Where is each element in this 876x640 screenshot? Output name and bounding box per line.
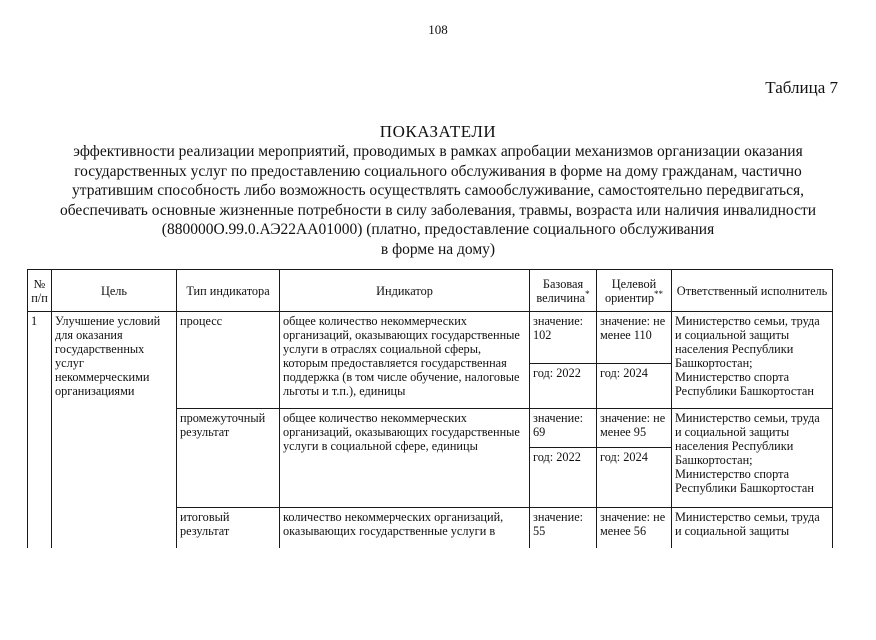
base-year-cell: год: 2022 xyxy=(530,448,597,508)
target-value-cell: значение: не менее 95 xyxy=(597,409,672,448)
header-type: Тип индикатора xyxy=(177,270,280,312)
table-label: Таблица 7 xyxy=(765,78,838,97)
base-value-cell: значение: 55 xyxy=(530,508,597,549)
header-base xyxy=(530,270,597,312)
base-value-cell: значение: 69 xyxy=(530,409,597,448)
target-year-cell: год: 2024 xyxy=(597,448,672,508)
header-base-mark: * xyxy=(585,288,590,299)
heading-line-4: обеспечивать основные жизненные потребности в силу заболевания, травмы, возраста или наличия инвалидности xyxy=(59,201,817,219)
row-number-cell: 1 xyxy=(28,312,52,549)
heading-line-5: (880000О.99.0.АЭ22АА01000) (платно, предоставление социального обслуживания xyxy=(161,221,715,238)
goal-cell: Улучшение условий для оказания государственных услуг некоммерческими организациями xyxy=(52,312,177,549)
header-target-mark: ** xyxy=(654,288,664,299)
header-executor: Ответственный исполнитель xyxy=(672,270,833,312)
executor-cell: Министерство семьи, труда и социальной защиты населения Республики Башкортостан; Министерство спорта Республики Башкортостан xyxy=(672,409,833,508)
heading-line-2: государственных услуг по предоставлению социального обслуживания в форме на дому гражданам, частично xyxy=(74,162,802,180)
page-number: 108 xyxy=(428,22,448,37)
target-value-cell: значение: не менее 110 xyxy=(597,312,672,364)
table-row xyxy=(28,312,833,364)
indicators-table xyxy=(27,269,833,548)
heading-title: ПОКАЗАТЕЛИ xyxy=(379,122,497,141)
header-indicator: Индикатор xyxy=(280,270,530,312)
base-year-cell: год: 2022 xyxy=(530,364,597,409)
indicator-type-cell: итоговый результат xyxy=(177,508,280,549)
header-num: № п/п xyxy=(28,270,52,312)
executor-cell: Министерство семьи, труда и социальной защиты xyxy=(672,508,833,549)
executor-cell: Министерство семьи, труда и социальной защиты населения Республики Башкортостан; Министерство спорта Республики Башкортостан xyxy=(672,312,833,409)
header-base-label: Базовая величина xyxy=(536,276,586,305)
target-year-cell: год: 2024 xyxy=(597,364,672,409)
document-heading xyxy=(30,122,846,259)
heading-line-1: эффективности реализации мероприятий, проводимых в рамках апробации механизмов организации оказания xyxy=(73,143,803,160)
indicator-cell: количество некоммерческих организаций, оказывающих государственные услуги в xyxy=(280,508,530,549)
indicator-cell: общее количество некоммерческих организаций, оказывающих государственные услуги в социальной сфере, единицы xyxy=(280,409,530,508)
heading-line-6: в форме на дому) xyxy=(380,240,496,258)
target-value-cell: значение: не менее 56 xyxy=(597,508,672,549)
heading-line-3: утратившим способность либо возможность осуществлять самообслуживание, самостоятельно передвигаться, xyxy=(71,182,804,199)
header-target-label: Целевой ориентир xyxy=(604,276,657,305)
header-target xyxy=(597,270,672,312)
indicator-cell: общее количество некоммерческих организаций, оказывающих государственные услуги в отраслях социальной сферы, которым предоставляется государственная поддержка (в том числе обучение, налоговые льготы и т.п.), единицы xyxy=(280,312,530,409)
indicator-type-cell: процесс xyxy=(177,312,280,409)
indicator-type-cell: промежуточный результат xyxy=(177,409,280,508)
table-header-row xyxy=(28,270,833,312)
header-goal: Цель xyxy=(52,270,177,312)
base-value-cell: значение: 102 xyxy=(530,312,597,364)
